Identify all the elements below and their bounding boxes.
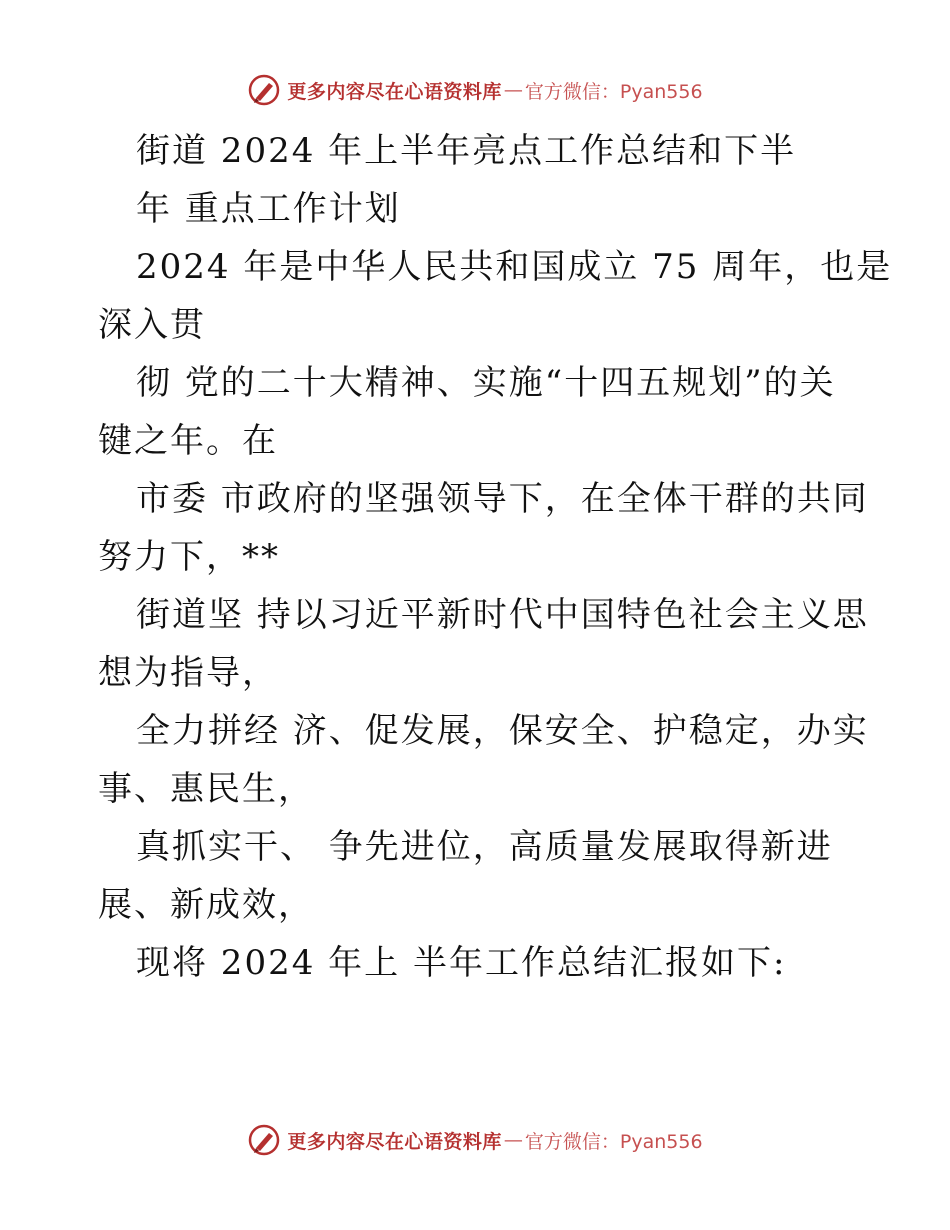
watermark-wechat: 官方微信：Pyan556 — [524, 80, 703, 103]
watermark-separator: — — [503, 79, 523, 101]
paragraph-line: 全力拼经 济、促发展，保安全、护稳定，办实 — [136, 711, 869, 751]
paragraph-line: 街道坚 持以习近平新时代中国特色社会主义思 — [136, 595, 869, 635]
watermark-title: 更多内容尽在心语资料库 — [287, 1130, 502, 1153]
paragraph-line: 市委 市政府的坚强领导下，在全体干群的共同 — [136, 479, 869, 519]
document-body — [98, 122, 893, 992]
watermark-title: 更多内容尽在心语资料库 — [287, 80, 502, 103]
title-line-2: 年 重点工作计划 — [136, 189, 401, 229]
watermark-footer — [0, 1120, 950, 1160]
paragraph-line: 真抓实干、 争先进位，高质量发展取得新进 — [136, 827, 833, 867]
paragraph-line: 键之年。在 — [98, 421, 278, 461]
watermark-wechat: 官方微信：Pyan556 — [524, 1130, 703, 1153]
paragraph-line: 努力下，** — [98, 537, 280, 577]
watermark-header — [0, 70, 950, 110]
paragraph-line: 深入贯 — [98, 305, 206, 345]
pen-logo-icon — [247, 1123, 281, 1157]
paragraph-line: 想为指导， — [98, 653, 278, 693]
paragraph-line: 彻 党的二十大精神、实施“十四五规划”的关 — [136, 363, 836, 403]
title-line-1: 街道 2024 年上半年亮点工作总结和下半 — [136, 131, 797, 171]
paragraph-line: 展、新成效， — [98, 885, 314, 925]
paragraph-line: 事、惠民生， — [98, 769, 314, 809]
paragraph-line: 2024 年是中华人民共和国成立 75 周年，也是 — [136, 247, 893, 287]
watermark-separator: — — [503, 1129, 523, 1151]
paragraph-line: 现将 2024 年上 半年工作总结汇报如下: — [136, 943, 787, 983]
pen-logo-icon — [247, 73, 281, 107]
